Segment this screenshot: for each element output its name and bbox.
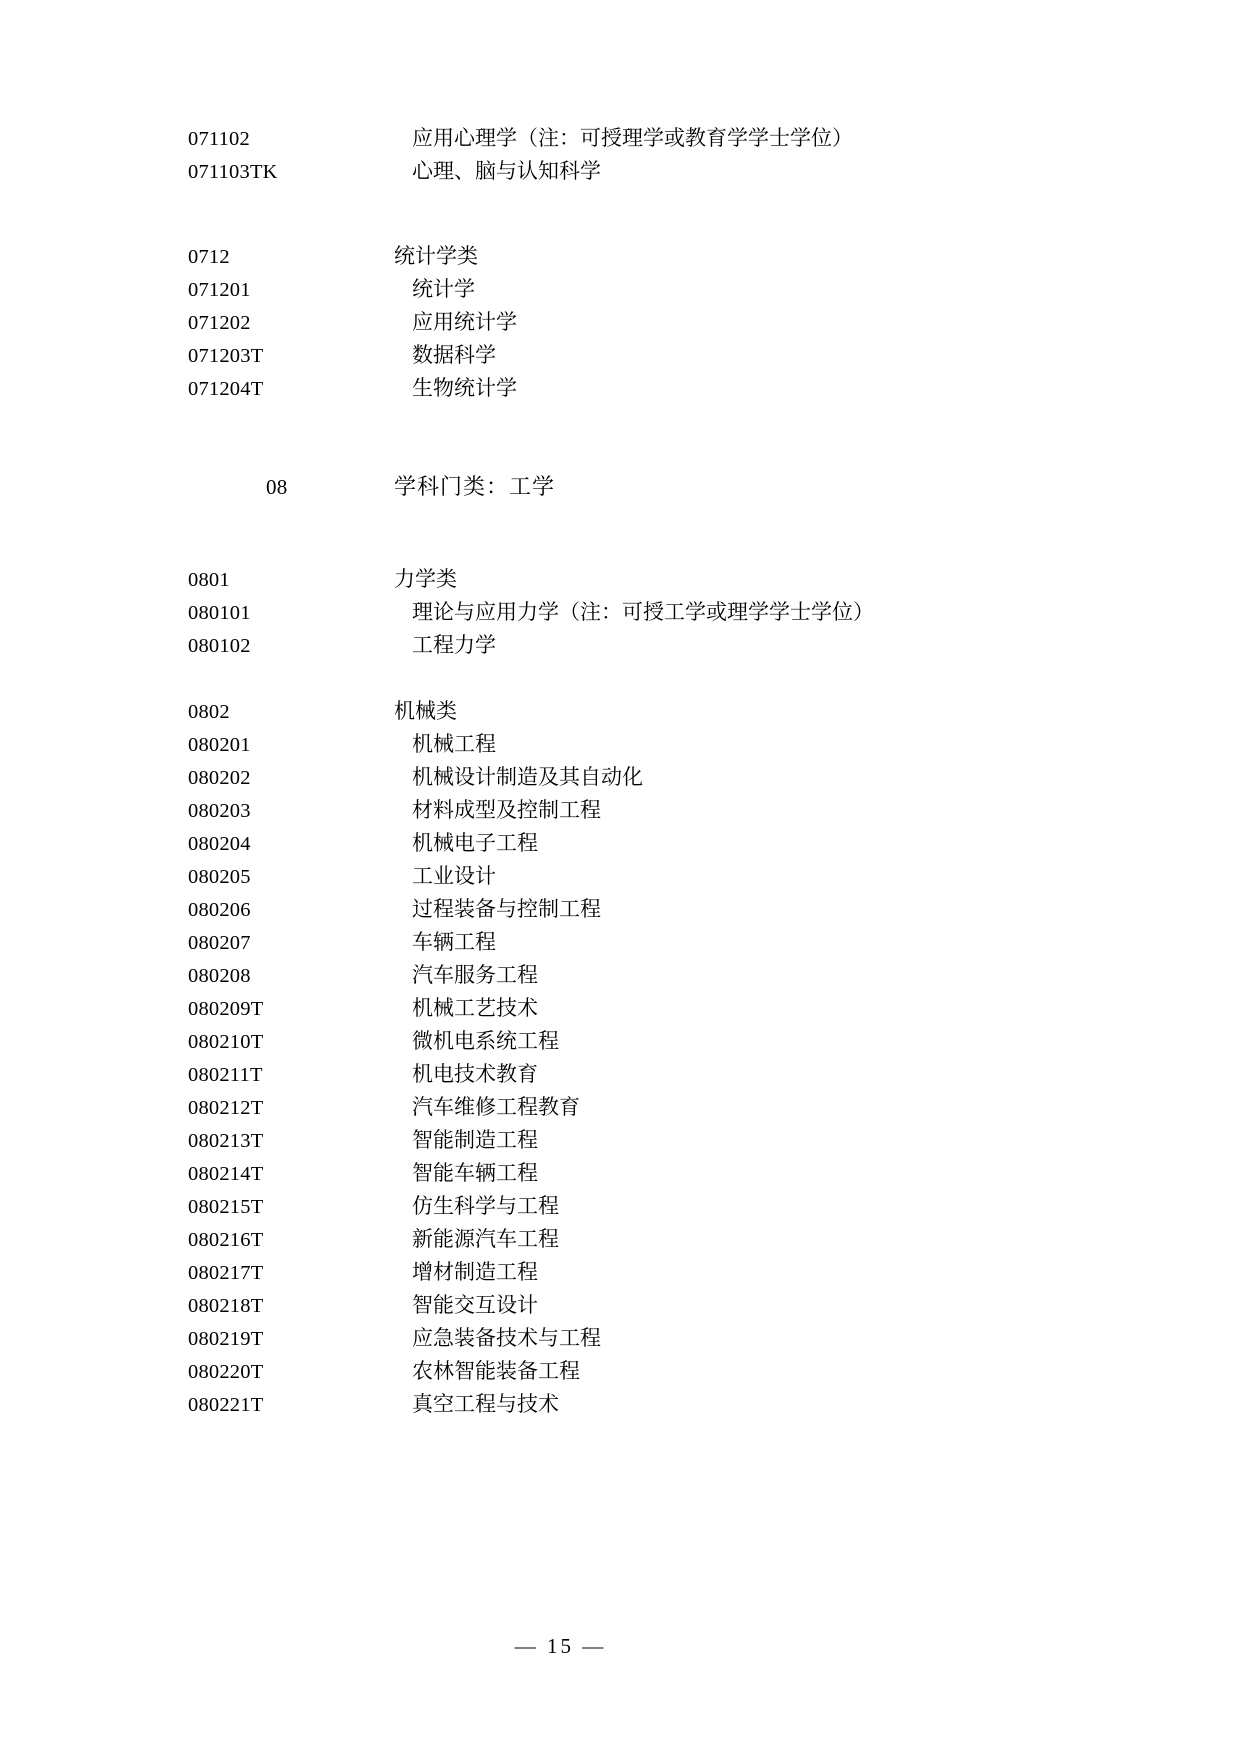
entry-name: 材料成型及控制工程 (412, 798, 601, 822)
major-row (188, 1130, 1068, 1163)
major-row (188, 734, 1068, 767)
major-row (188, 833, 1068, 866)
major-row (188, 1064, 1068, 1097)
major-row (188, 1031, 1068, 1064)
entry-code: 080209T (188, 998, 264, 1020)
spacer (188, 411, 1068, 477)
major-row (188, 635, 1068, 668)
entry-code: 080207 (188, 932, 251, 954)
entry-code: 080218T (188, 1295, 264, 1317)
major-row (188, 998, 1068, 1031)
entry-code: 071202 (188, 312, 251, 334)
spacer (188, 194, 1068, 246)
entry-code: 071201 (188, 279, 251, 301)
entry-code: 080202 (188, 767, 251, 789)
entry-code: 080215T (188, 1196, 264, 1218)
major-row (188, 899, 1068, 932)
entry-code: 080210T (188, 1031, 264, 1053)
entry-code: 071103TK (188, 161, 278, 183)
entry-code: 080208 (188, 965, 251, 987)
entry-name: 应用统计学 (412, 310, 517, 334)
entry-code: 080216T (188, 1229, 264, 1251)
major-row (188, 602, 1068, 635)
category-row (188, 569, 1068, 602)
entry-code: 080211T (188, 1064, 263, 1086)
entry-name: 工业设计 (412, 864, 496, 888)
major-row (188, 1295, 1068, 1328)
entry-name: 汽车服务工程 (412, 963, 538, 987)
major-row (188, 1163, 1068, 1196)
entry-name: 机械工程 (412, 732, 496, 756)
major-row (188, 1196, 1068, 1229)
discipline-heading-row (188, 477, 1068, 517)
entry-name: 应用心理学（注：可授理学或教育学学士学位） (412, 126, 853, 150)
entry-name: 仿生科学与工程 (412, 1194, 559, 1218)
entry-code: 071204T (188, 378, 264, 400)
entry-name: 机械电子工程 (412, 831, 538, 855)
major-row (188, 1328, 1068, 1361)
major-row (188, 1097, 1068, 1130)
entry-code: 080212T (188, 1097, 264, 1119)
entry-code: 080203 (188, 800, 251, 822)
major-row (188, 866, 1068, 899)
entry-name: 机电技术教育 (412, 1062, 538, 1086)
spacer (188, 668, 1068, 701)
entry-name: 机械设计制造及其自动化 (412, 765, 643, 789)
entry-code: 080217T (188, 1262, 264, 1284)
entry-name: 统计学 (412, 277, 475, 301)
entry-code: 080204 (188, 833, 251, 855)
major-row (188, 1361, 1068, 1394)
entry-name: 统计学类 (394, 244, 478, 268)
major-row (188, 767, 1068, 800)
entry-code: 071102 (188, 128, 250, 150)
entry-name: 心理、脑与认知科学 (412, 159, 601, 183)
category-row (188, 701, 1068, 734)
entry-code: 08 (266, 475, 288, 499)
entry-name: 生物统计学 (412, 376, 517, 400)
entry-code: 080221T (188, 1394, 264, 1416)
entry-name: 农林智能装备工程 (412, 1359, 580, 1383)
entry-code: 080201 (188, 734, 251, 756)
major-row (188, 161, 1068, 194)
entry-name: 真空工程与技术 (412, 1392, 559, 1416)
major-row (188, 1229, 1068, 1262)
entry-code: 080213T (188, 1130, 264, 1152)
major-row (188, 345, 1068, 378)
entry-name: 微机电系统工程 (412, 1029, 559, 1053)
major-row (188, 1262, 1068, 1295)
entry-code: 0712 (188, 246, 230, 268)
major-row (188, 378, 1068, 411)
entry-code: 071203T (188, 345, 264, 367)
entry-name: 力学类 (394, 567, 457, 591)
entry-code: 080102 (188, 635, 251, 657)
entry-name: 智能车辆工程 (412, 1161, 538, 1185)
entry-code: 0801 (188, 569, 230, 591)
spacer (188, 517, 1068, 569)
entry-name: 工程力学 (412, 633, 496, 657)
entry-code: 080214T (188, 1163, 264, 1185)
major-row (188, 1394, 1068, 1427)
entry-code: 080220T (188, 1361, 264, 1383)
page-footer: — 15 — (514, 1634, 607, 1658)
entry-name: 智能制造工程 (412, 1128, 538, 1152)
entry-name: 新能源汽车工程 (412, 1227, 559, 1251)
entry-name: 智能交互设计 (412, 1293, 538, 1317)
entry-code: 080206 (188, 899, 251, 921)
major-row (188, 128, 1068, 161)
catalog-list (188, 128, 1068, 1427)
entry-name: 机械类 (394, 699, 457, 723)
entry-code: 080219T (188, 1328, 264, 1350)
entry-name: 理论与应用力学（注：可授工学或理学学士学位） (412, 600, 874, 624)
category-row (188, 246, 1068, 279)
major-row (188, 312, 1068, 345)
entry-name: 应急装备技术与工程 (412, 1326, 601, 1350)
entry-name: 过程装备与控制工程 (412, 897, 601, 921)
entry-name: 增材制造工程 (412, 1260, 538, 1284)
major-row (188, 965, 1068, 998)
entry-code: 080205 (188, 866, 251, 888)
entry-code: 080101 (188, 602, 251, 624)
entry-name: 机械工艺技术 (412, 996, 538, 1020)
entry-code: 0802 (188, 701, 230, 723)
major-row (188, 932, 1068, 965)
entry-name: 汽车维修工程教育 (412, 1095, 580, 1119)
major-row (188, 800, 1068, 833)
entry-name: 学科门类：工学 (394, 475, 556, 500)
entry-name: 数据科学 (412, 343, 496, 367)
major-row (188, 279, 1068, 312)
entry-name: 车辆工程 (412, 930, 496, 954)
